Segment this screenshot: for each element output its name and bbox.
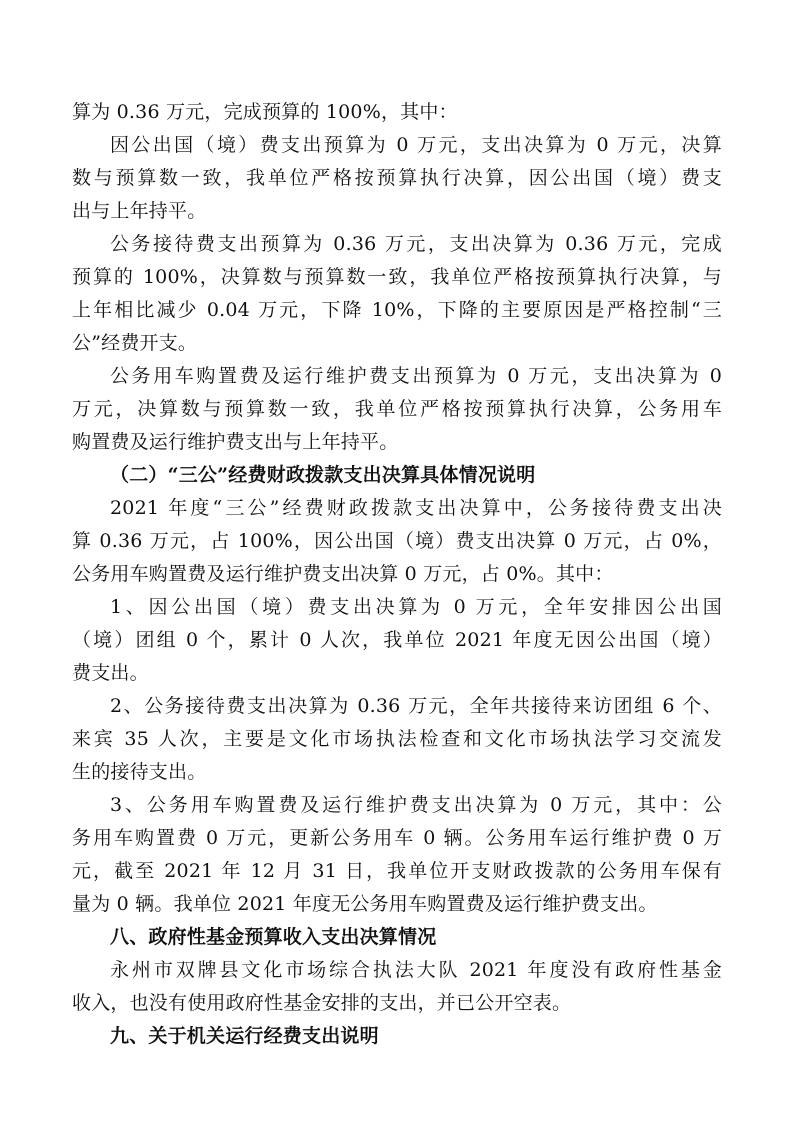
- paragraph-line: 公务用车购置费及运行维护费支出决算 0 万元，占 0%。其中：: [72, 563, 614, 585]
- paragraph-line: 费支出。: [72, 662, 149, 684]
- paragraph-line: 购置费及运行维护费支出与上年持平。: [72, 431, 399, 453]
- paragraph-line: 永州市双牌县文化市场综合执法大队 2021 年度没有政府性基金: [110, 959, 722, 981]
- paragraph-line: 务用车购置费 0 万元，更新公务用车 0 辆。公务用车运行维护费 0 万: [72, 827, 722, 849]
- section-heading: 八、政府性基金预算收入支出决算情况: [110, 926, 437, 948]
- paragraph-line: 算为 0.36 万元，完成预算的 100%，其中：: [72, 101, 458, 123]
- paragraph-line: （境）团组 0 个，累计 0 人次，我单位 2021 年度无因公出国（境）: [72, 629, 722, 651]
- paragraph-line: 2、公务接待费支出决算为 0.36 万元，全年共接待来访团组 6 个、: [110, 695, 722, 717]
- paragraph-line: 3、公务用车购置费及运行维护费支出决算为 0 万元，其中：公: [110, 794, 722, 816]
- paragraph-line: 量为 0 辆。我单位 2021 年度无公务用车购置费及运行维护费支出。: [72, 893, 658, 915]
- paragraph-line: 数与预算数一致，我单位严格按预算执行决算，因公出国（境）费支: [72, 167, 722, 189]
- paragraph-line: 上年相比减少 0.04 万元，下降 10%，下降的主要原因是严格控制“三: [72, 299, 722, 321]
- paragraph-line: 2021 年度“三公”经费财政拨款支出决算中，公务接待费支出决: [110, 497, 722, 519]
- paragraph-line: 万元，决算数与预算数一致，我单位严格按预算执行决算，公务用车: [72, 398, 722, 420]
- paragraph-line: 收入，也没有使用政府性基金安排的支出，并已公开空表。: [72, 992, 572, 1014]
- paragraph-line: 公”经费开支。: [72, 332, 198, 354]
- paragraph-line: 公务用车购置费及运行维护费支出预算为 0 万元，支出决算为 0: [110, 365, 722, 387]
- paragraph-line: 因公出国（境）费支出预算为 0 万元，支出决算为 0 万元，决算: [110, 134, 722, 156]
- paragraph-line: 算 0.36 万元，占 100%，因公出国（境）费支出决算 0 万元，占 0%，: [72, 530, 722, 552]
- section-heading: 九、关于机关运行经费支出说明: [110, 1025, 379, 1047]
- paragraph-line: 元，截至 2021 年 12 月 31 日，我单位开支财政拨款的公务用车保有: [72, 860, 722, 882]
- paragraph-line: 1、因公出国（境）费支出决算为 0 万元，全年安排因公出国: [110, 596, 722, 618]
- paragraph-line: 出与上年持平。: [72, 200, 207, 222]
- section-subheading: （二）“三公”经费财政拨款支出决算具体情况说明: [110, 464, 536, 486]
- paragraph-line: 生的接待支出。: [72, 761, 207, 783]
- paragraph-line: 来宾 35 人次，主要是文化市场执法检查和文化市场执法学习交流发: [72, 728, 722, 750]
- paragraph-line: 公务接待费支出预算为 0.36 万元，支出决算为 0.36 万元，完成: [110, 233, 722, 255]
- paragraph-line: 预算的 100%，决算数与预算数一致，我单位严格按预算执行决算，与: [72, 266, 722, 288]
